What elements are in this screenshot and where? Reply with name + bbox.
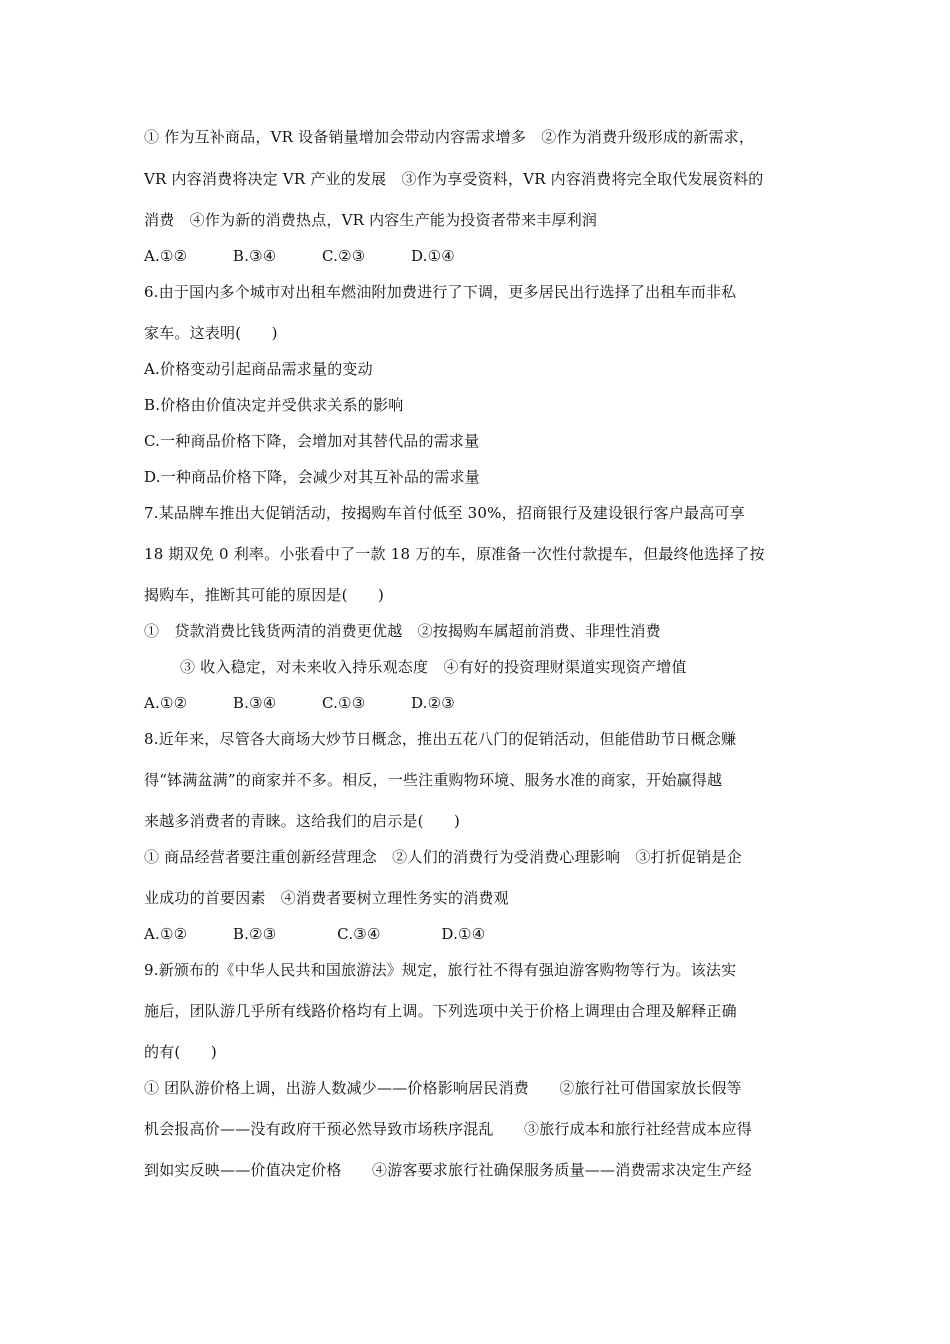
q9-option-line-1: ① 团队游价格上调，出游人数减少——价格影响居民消费 ②旅行社可借国家放长假等	[144, 1079, 742, 1097]
q6-choice-b: B.价格由价值决定并受供求关系的影响	[144, 396, 404, 414]
q6-stem-line-2: 家车。这表明( )	[144, 324, 278, 342]
q8-answers: A.①② B.②③ C.③④ D.①④	[144, 925, 486, 943]
q8-option-line-1: ① 商品经营者要注重创新经营理念 ②人们的消费行为受消费心理影响 ③打折促销是企	[144, 848, 742, 866]
q9-stem-line-2: 施后，团队游几乎所有线路价格均有上调。下列选项中关于价格上调理由合理及解释正确	[144, 1002, 737, 1020]
q9-stem-line-3: 的有( )	[144, 1043, 217, 1061]
q7-option-line-1: ① 贷款消费比钱货两清的消费更优越 ②按揭购车属超前消费、非理性消费	[144, 622, 661, 640]
q6-choice-a: A.价格变动引起商品需求量的变动	[144, 360, 373, 378]
q7-stem-line-1: 7.某品牌车推出大促销活动，按揭购车首付低至 30%，招商银行及建设银行客户最高可享	[144, 504, 745, 522]
q9-option-line-3: 到如实反映——价值决定价格 ④游客要求旅行社确保服务质量——消费需求决定生产经	[144, 1161, 753, 1179]
q9-stem-line-1: 9.新颁布的《中华人民共和国旅游法》规定，旅行社不得有强迫游客购物等行为。该法实	[144, 961, 737, 979]
q8-stem-line-2: 得“钵满盆满”的商家并不多。相反，一些注重购物环境、服务水准的商家，开始赢得越	[144, 771, 723, 789]
q5-option-line-3: 消费 ④作为新的消费热点，VR 内容生产能为投资者带来丰厚利润	[144, 211, 598, 229]
q6-choice-c: C.一种商品价格下降，会增加对其替代品的需求量	[144, 432, 480, 450]
q7-stem-line-3: 揭购车，推断其可能的原因是( )	[144, 586, 385, 604]
q6-choice-d: D.一种商品价格下降，会减少对其互补品的需求量	[144, 468, 480, 486]
q9-option-line-2: 机会报高价——没有政府干预必然导致市场秩序混乱 ③旅行成本和旅行社经营成本应得	[144, 1120, 753, 1138]
q5-answers: A.①② B.③④ C.②③ D.①④	[144, 247, 455, 265]
q7-stem-line-2: 18 期双免 0 利率。小张看中了一款 18 万的车，原准备一次性付款提车，但最终他选择了按	[144, 545, 765, 563]
q8-stem-line-3: 来越多消费者的青睐。这给我们的启示是( )	[144, 812, 461, 830]
q8-stem-line-1: 8.近年来，尽管各大商场大炒节日概念，推出五花八门的促销活动，但能借助节日概念赚	[144, 730, 737, 748]
q5-option-line-2: VR 内容消费将决定 VR 产业的发展 ③作为享受资料，VR 内容消费将完全取代发展资料的	[144, 170, 764, 188]
q7-option-line-2: ③ 收入稳定，对未来收入持乐观态度 ④有好的投资理财渠道实现资产增值	[180, 658, 687, 676]
q5-option-line-1: ① 作为互补商品，VR 设备销量增加会带动内容需求增多 ②作为消费升级形成的新需求，	[144, 128, 755, 146]
q8-option-line-2: 业成功的首要因素 ④消费者要树立理性务实的消费观	[144, 889, 509, 907]
q6-stem-line-1: 6.由于国内多个城市对出租车燃油附加费进行了下调，更多居民出行选择了出租车而非私	[144, 283, 737, 301]
q7-answers: A.①② B.③④ C.①③ D.②③	[144, 694, 455, 712]
